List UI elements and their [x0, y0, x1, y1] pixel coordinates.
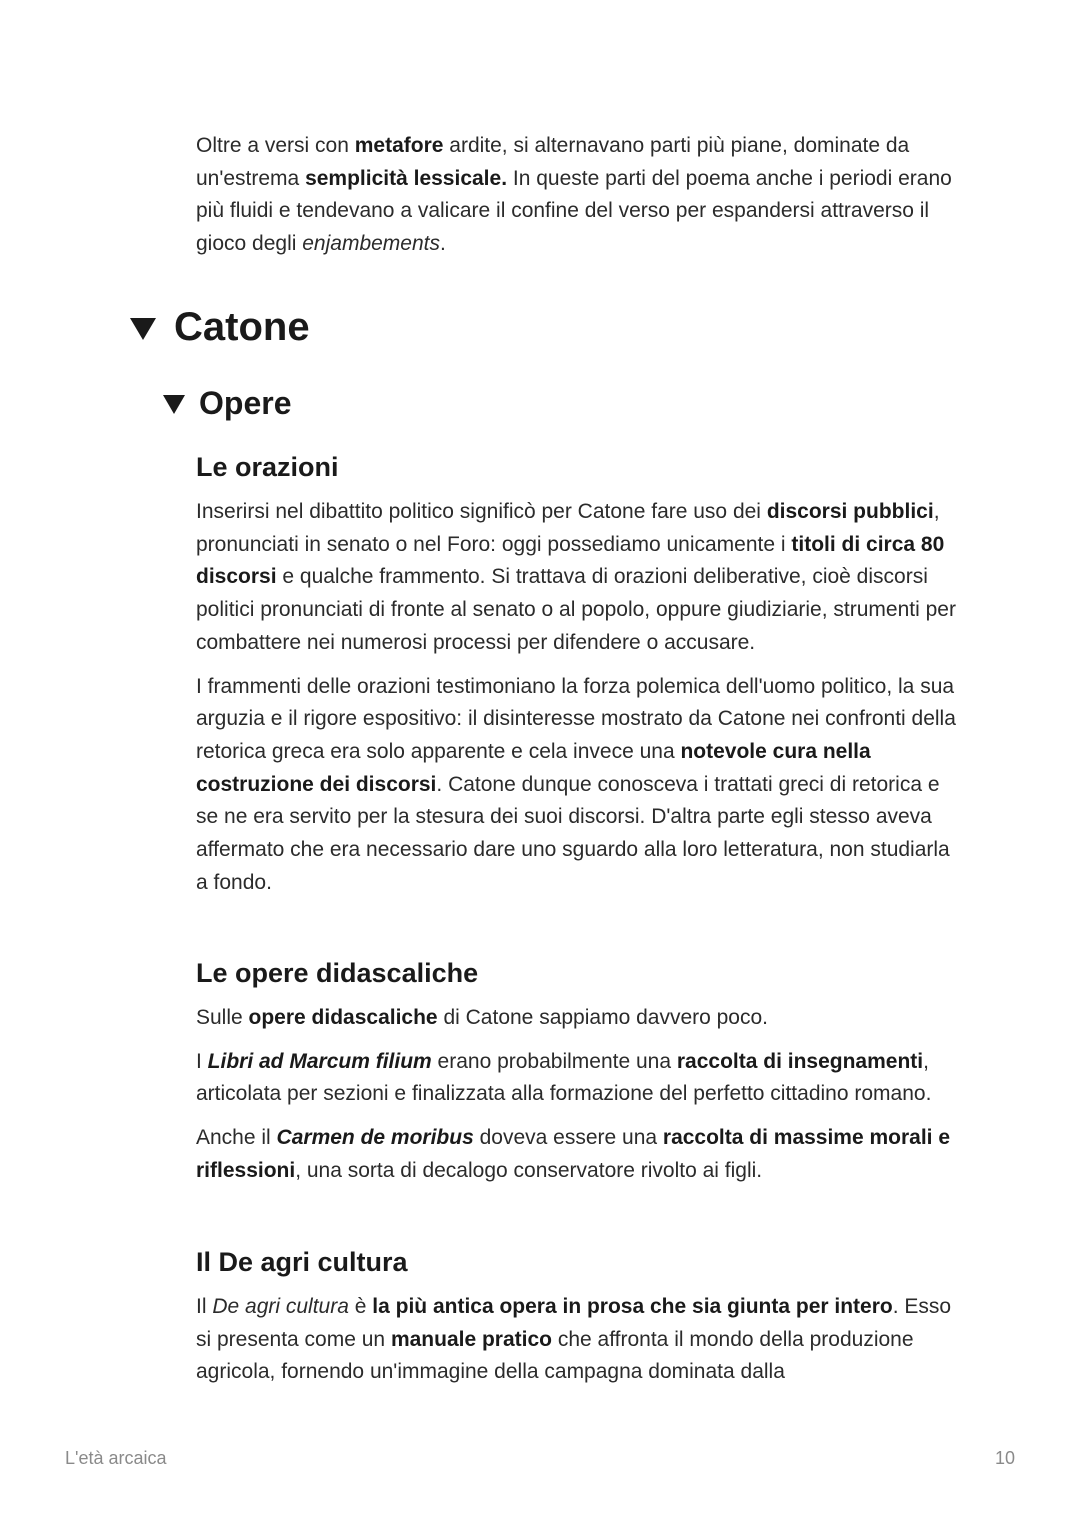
agri-cultura-heading: Il De agri cultura: [196, 1247, 408, 1277]
didascaliche-paragraph-1: Sulle opere didascaliche di Catone sappiamo davvero poco.: [196, 1006, 768, 1029]
didascaliche-section: [196, 956, 956, 1188]
subsection-title: Opere: [199, 385, 292, 421]
toggle-triangle-icon[interactable]: [163, 395, 185, 414]
intro-paragraph: Oltre a versi con metafore ardite, si alternavano parti più piane, dominate da un'estrema semplicità lessicale. In queste parti del poema anche i periodi erano più fluidi e tendevano a valicare il confine del verso per espandersi attraverso il gioco degli enjambements.: [196, 134, 952, 256]
orazioni-paragraph-1: Inserirsi nel dibattito politico significò per Catone fare uso dei discorsi pubblici, pronunciati in senato o nel Foro: oggi possediamo unicamente i titoli di circa 80 discorsi e qualche frammento. Si trattava di orazioni deliberative, cioè discorsi politici pronunciati di fronte al senato o al popolo, oppure giudiziarie, strumenti per combattere nei numerosi processi per difendere o accusare.: [196, 500, 956, 654]
toggle-triangle-icon[interactable]: [130, 318, 156, 340]
subsection-heading-opere[interactable]: [163, 384, 291, 422]
orazioni-section: [196, 450, 956, 899]
didascaliche-heading: Le opere didascaliche: [196, 958, 479, 988]
footer-title: L'età arcaica: [65, 1448, 167, 1468]
section-title: Catone: [174, 305, 310, 349]
agri-cultura-paragraph-1: Il De agri cultura è la più antica opera in prosa che sia giunta per intero. Esso si presenta come un manuale pratico che affronta il mondo della produzione agricola, fornendo un'immagine della campagna dominata dalla: [196, 1295, 952, 1384]
orazioni-paragraph-2: I frammenti delle orazioni testimoniano la forza polemica dell'uomo politico, la sua arguzia e il rigore espositivo: il disinteresse mostrato da Catone nei confronti della retorica greca era solo apparente e cela invece una notevole cura nella costruzione dei discorsi. Catone dunque conosceva i trattati greci di retorica e se ne era servito per la stesura dei suoi discorsi. D'altra parte egli stesso aveva affermato che era necessario dare uno sguardo alla loro letteratura, non studiarla a fondo.: [196, 674, 956, 894]
didascaliche-paragraph-3: Anche il Carmen de moribus doveva essere una raccolta di massime morali e riflessioni, una sorta di decalogo conservatore rivolto ai figli.: [196, 1126, 951, 1182]
orazioni-heading: Le orazioni: [196, 452, 339, 482]
intro-section: [196, 130, 956, 261]
didascaliche-paragraph-2: I Libri ad Marcum filium erano probabilmente una raccolta di insegnamenti, articolata per sezioni e finalizzata alla formazione del perfetto cittadino romano.: [196, 1049, 932, 1106]
agri-cultura-section: [196, 1245, 956, 1389]
section-heading-catone[interactable]: [130, 304, 310, 350]
page-number: 10: [994, 1448, 1015, 1468]
